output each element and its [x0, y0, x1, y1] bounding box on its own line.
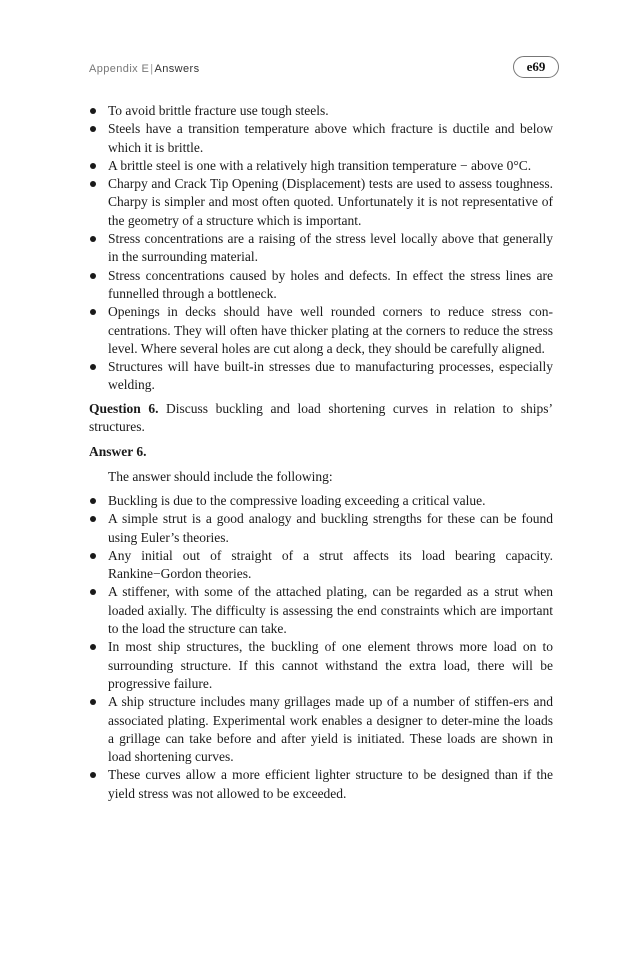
list-item: A brittle steel is one with a relatively high transition temperature − above 0°C. — [89, 157, 553, 175]
list-item: A stiffener, with some of the attached plating, can be regarded as a strut when loaded axially. The difficulty is assessing the end constraints which are important to the load the structure can take. — [89, 583, 553, 638]
bullet-list-fracture — [89, 102, 553, 395]
list-item: These curves allow a more efficient lighter structure to be designed than if the yield stress was not allowed to be exceeded. — [89, 766, 553, 803]
list-item: Steels have a transition temperature above which fracture is ductile and below which it is brittle. — [89, 120, 553, 157]
answer-intro: The answer should include the following: — [108, 468, 333, 484]
question-paragraph — [89, 400, 553, 437]
answer-heading: Answer 6. — [89, 444, 147, 460]
list-item: Stress concentrations caused by holes and defects. In effect the stress lines are funnelled through a bottleneck. — [89, 267, 553, 304]
list-item: A simple strut is a good analogy and buckling strengths for these can be found using Euler’s theories. — [89, 510, 553, 547]
header-separator: | — [150, 63, 154, 75]
running-header — [89, 58, 553, 80]
list-item: Structures will have built-in stresses due to manufacturing processes, especially welding. — [89, 358, 553, 395]
question-label: Question 6. — [89, 400, 159, 416]
section-title: Answers — [154, 63, 200, 75]
appendix-label: Appendix E — [89, 63, 150, 75]
list-item: To avoid brittle fracture use tough steels. — [89, 102, 553, 120]
question-text: Discuss buckling and load shortening curves in relation to ships’ structures. — [89, 400, 553, 435]
page-content — [89, 58, 553, 803]
list-item: Charpy and Crack Tip Opening (Displacement) tests are used to assess toughness. Charpy is simpler and most often quoted. Unfortunately it is not representative of the geometry of a structure which is important. — [89, 175, 553, 230]
list-item: Any initial out of straight of a strut affects its load bearing capacity. Rankine−Gordon theories. — [89, 547, 553, 584]
list-item: Buckling is due to the compressive loading exceeding a critical value. — [89, 492, 553, 510]
section-label — [89, 60, 200, 78]
list-item: A ship structure includes many grillages made up of a number of stiffen-ers and associated plating. Experimental work enables a designer to deter-mine the loads a grillage can take before and after yield is initiated. These loads are shown in load shortening curves. — [89, 693, 553, 766]
page-number-badge: e69 — [513, 56, 559, 78]
list-item: Openings in decks should have well rounded corners to reduce stress con-centrations. They will often have thicker plating at the corners to reduce the stress level. Where several holes are cut along a deck, they should be carefully aligned. — [89, 303, 553, 358]
bullet-list-buckling — [89, 492, 553, 803]
list-item: In most ship structures, the buckling of one element throws more load on to surrounding structure. If this cannot withstand the extra load, there will be progressive failure. — [89, 638, 553, 693]
list-item: Stress concentrations are a raising of the stress level locally above that generally in the surrounding material. — [89, 230, 553, 267]
